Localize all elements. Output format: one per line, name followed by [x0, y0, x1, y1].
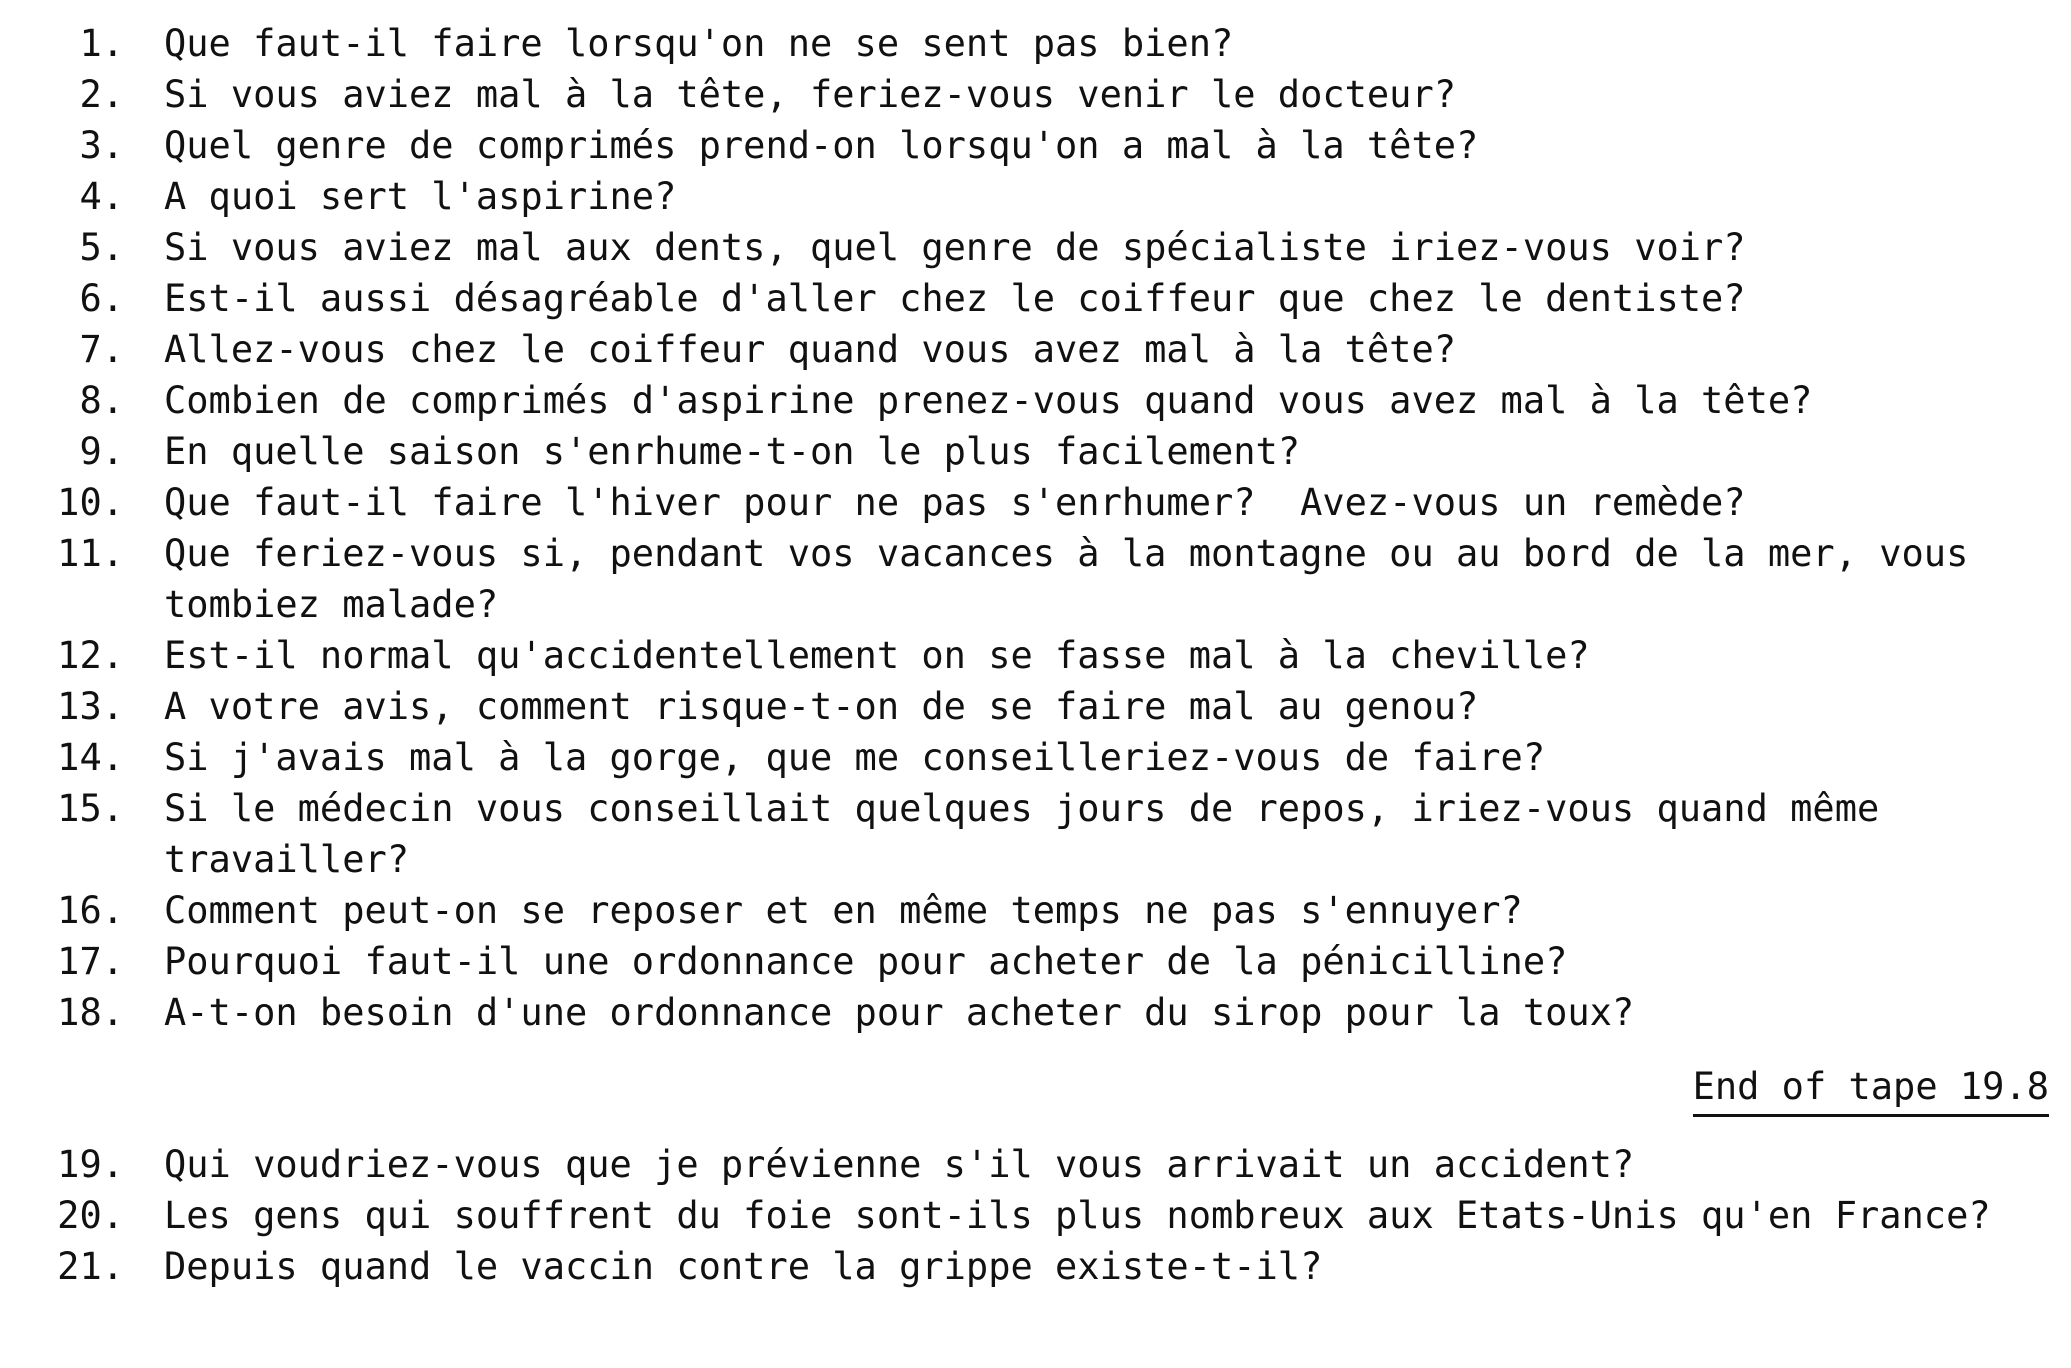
question-item-1 [18, 18, 2058, 69]
question-text: Est-il normal qu'accidentellement on se fasse mal à la cheville? [164, 634, 1590, 677]
question-number: 11. [57, 532, 124, 575]
question-number: 1. [79, 22, 124, 65]
question-item-10 [18, 477, 2058, 528]
question-text: A quoi sert l'aspirine? [164, 175, 677, 218]
tape-note-text: End of tape 19.8 [1693, 1061, 2049, 1117]
question-text: Si le médecin vous conseillait quelques jours de repos, iriez-vous quand même travailler? [164, 787, 1902, 881]
question-text: Que faut-il faire lorsqu'on ne se sent pas bien? [164, 22, 1234, 65]
question-item-15 [18, 783, 2058, 885]
question-number: 13. [57, 685, 124, 728]
question-number: 3. [79, 124, 124, 167]
question-number: 8. [79, 379, 124, 422]
question-number: 5. [79, 226, 124, 269]
question-item-21 [18, 1241, 2058, 1292]
question-text: En quelle saison s'enrhume-t-on le plus facilement? [164, 430, 1301, 473]
question-text: Si vous aviez mal à la tête, feriez-vous venir le docteur? [164, 73, 1457, 116]
question-item-5 [18, 222, 2058, 273]
question-number: 12. [57, 634, 124, 677]
question-text: Est-il aussi désagréable d'aller chez le coiffeur que chez le dentiste? [164, 277, 1746, 320]
tape-note [1693, 1061, 2049, 1117]
question-number: 9. [79, 430, 124, 473]
question-item-2 [18, 69, 2058, 120]
question-number: 2. [79, 73, 124, 116]
question-number: 21. [57, 1245, 124, 1288]
question-item-8 [18, 375, 2058, 426]
question-text: Quel genre de comprimés prend-on lorsqu'on a mal à la tête? [164, 124, 1479, 167]
question-text: A-t-on besoin d'une ordonnance pour acheter du sirop pour la toux? [164, 991, 1635, 1034]
question-text: Allez-vous chez le coiffeur quand vous avez mal à la tête? [164, 328, 1457, 371]
question-item-17 [18, 936, 2058, 987]
question-number: 15. [57, 787, 124, 830]
question-number: 16. [57, 889, 124, 932]
question-text: Si vous aviez mal aux dents, quel genre de spécialiste iriez-vous voir? [164, 226, 1746, 269]
question-list-part-1 [18, 18, 2058, 1038]
question-number: 18. [57, 991, 124, 1034]
question-number: 6. [79, 277, 124, 320]
question-text: Depuis quand le vaccin contre la grippe existe-t-il? [164, 1245, 1323, 1288]
question-item-18 [18, 987, 2058, 1038]
question-number: 19. [57, 1143, 124, 1186]
question-number: 20. [57, 1194, 124, 1237]
question-number: 7. [79, 328, 124, 371]
question-text: Les gens qui souffrent du foie sont-ils plus nombreux aux Etats-Unis qu'en France? [164, 1194, 1991, 1237]
question-item-4 [18, 171, 2058, 222]
question-item-11 [18, 528, 2058, 630]
question-item-14 [18, 732, 2058, 783]
question-text: Si j'avais mal à la gorge, que me conseilleriez-vous de faire? [164, 736, 1546, 779]
question-number: 14. [57, 736, 124, 779]
question-item-19 [18, 1139, 2058, 1190]
question-text: Comment peut-on se reposer et en même temps ne pas s'ennuyer? [164, 889, 1523, 932]
question-item-13 [18, 681, 2058, 732]
question-text: Pourquoi faut-il une ordonnance pour acheter de la pénicilline? [164, 940, 1568, 983]
question-item-9 [18, 426, 2058, 477]
question-item-16 [18, 885, 2058, 936]
question-number: 17. [57, 940, 124, 983]
question-item-12 [18, 630, 2058, 681]
question-number: 4. [79, 175, 124, 218]
question-list-part-2 [18, 1139, 2058, 1292]
question-number: 10. [57, 481, 124, 524]
question-text: Que faut-il faire l'hiver pour ne pas s'enrhumer? Avez-vous un remède? [164, 481, 1746, 524]
question-text: Qui voudriez-vous que je prévienne s'il vous arrivait un accident? [164, 1143, 1635, 1186]
question-item-20 [18, 1190, 2058, 1241]
question-item-7 [18, 324, 2058, 375]
question-text: A votre avis, comment risque-t-on de se faire mal au genou? [164, 685, 1479, 728]
question-item-3 [18, 120, 2058, 171]
question-item-6 [18, 273, 2058, 324]
question-text: Que feriez-vous si, pendant vos vacances à la montagne ou au bord de la mer, vous tombiez malade? [164, 532, 1991, 626]
question-text: Combien de comprimés d'aspirine prenez-vous quand vous avez mal à la tête? [164, 379, 1813, 422]
